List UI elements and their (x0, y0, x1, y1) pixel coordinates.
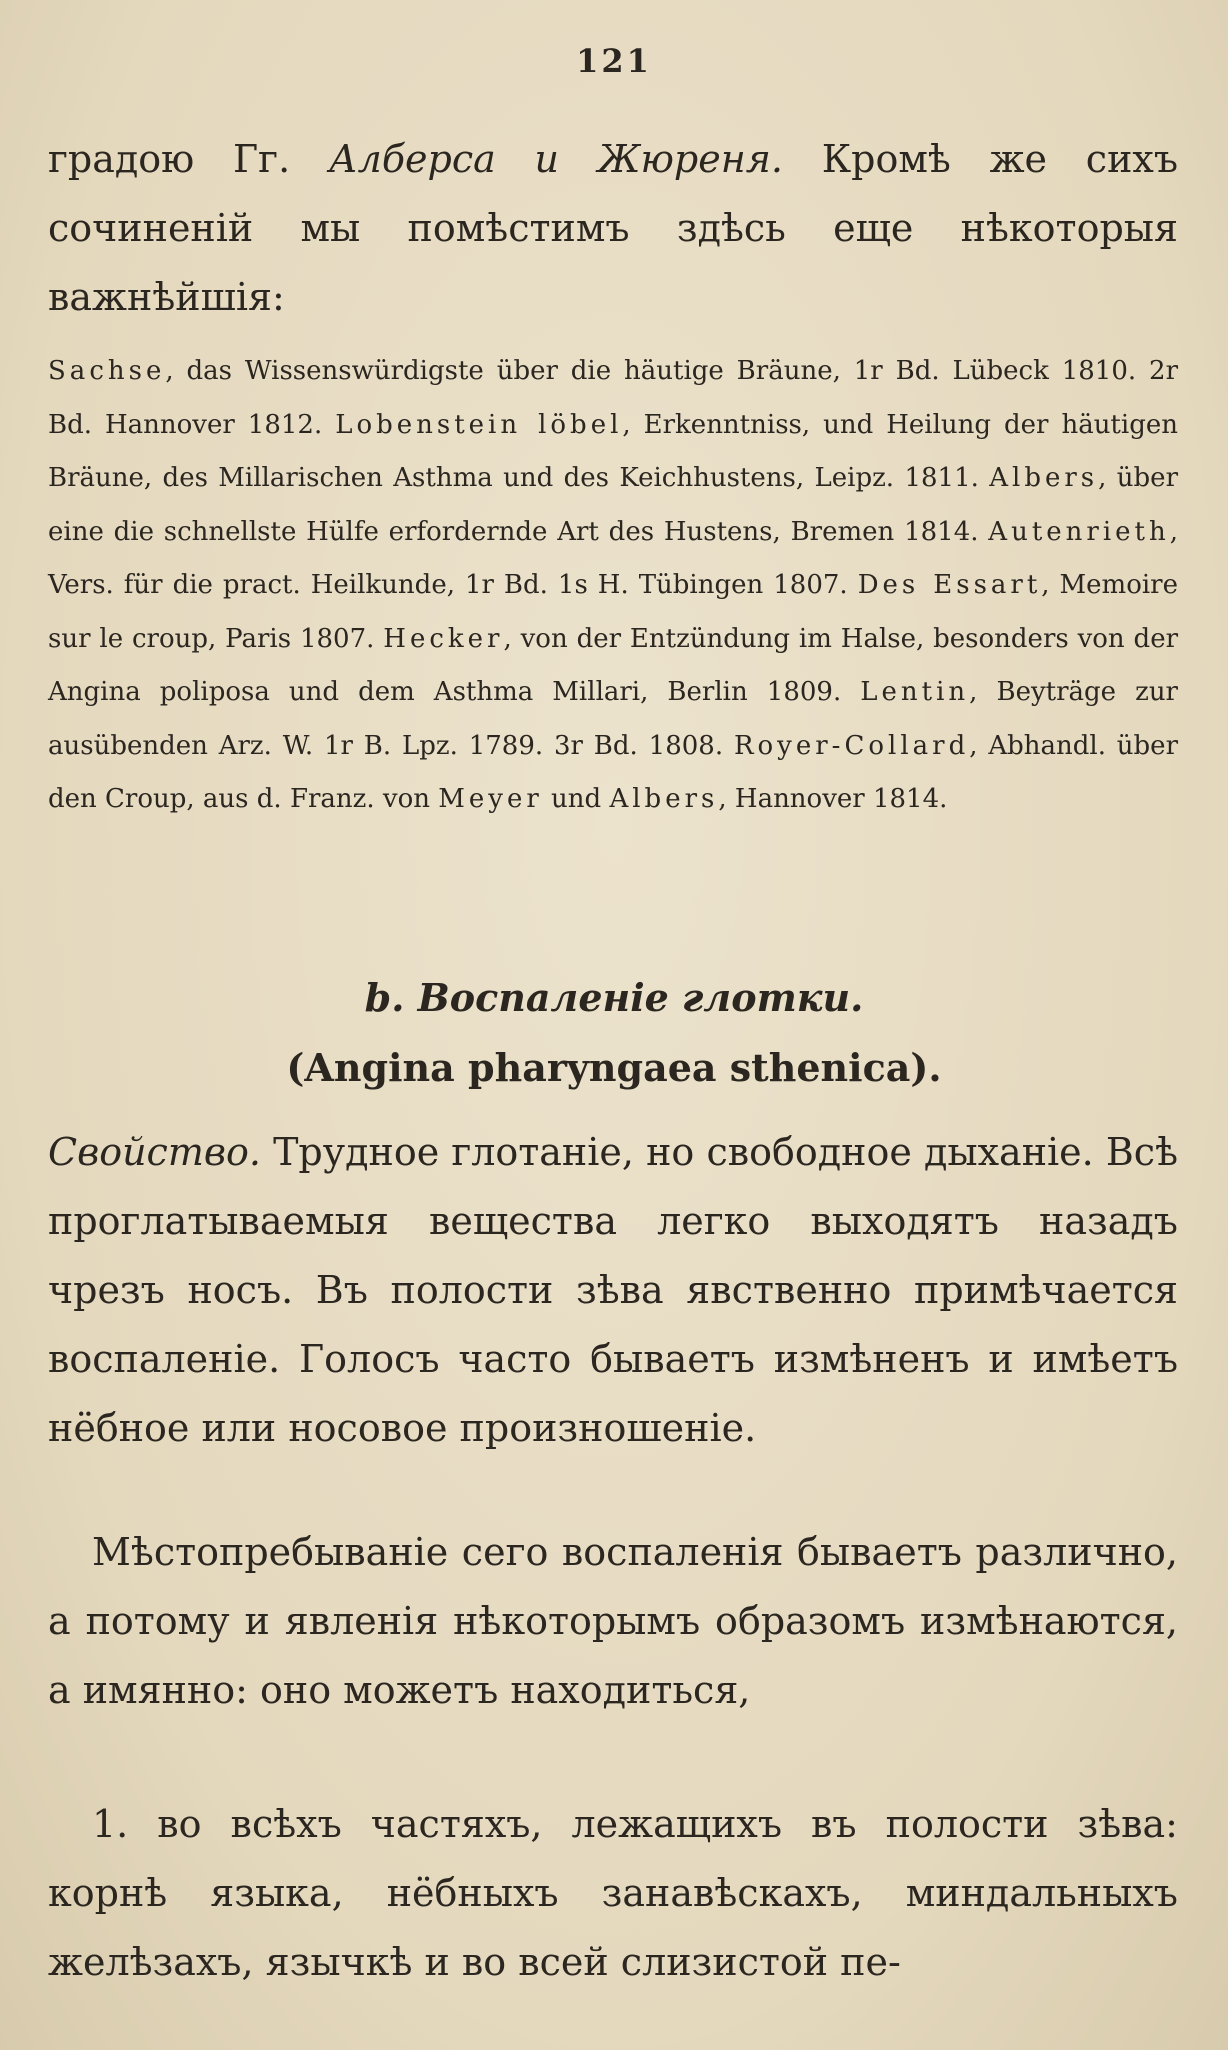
definition-text: Трудное глотаніе, но свободное дыханіе. Всѣ проглатываемыя вещества легко выходятъ назадъ чрезъ носъ. Въ полости зѣва явственно примѣчается воспаленіе. Голосъ часто бываетъ измѣненъ и имѣетъ нёбное или носовое произношеніе. (48, 1130, 1178, 1450)
ref-author: Albers (989, 463, 1099, 493)
item-1-paragraph: 1. во всѣхъ частяхъ, лежащихъ въ полости зѣва: корнѣ языка, нёбныхъ занавѣскахъ, миндальныхъ желѣзахъ, язычкѣ и во всей слизистой пе- (48, 1802, 1178, 1984)
ref-text: , Memoire sur le croup, Paris 1807. (48, 570, 1178, 654)
ref-text: , das Wissenswürdigste über die häutige Bräune, 1r Bd. Lübeck 1810. 2r Bd. Hannover 1812. (48, 356, 1178, 440)
intro-paragraph (48, 125, 1178, 332)
ref-text: , von der Entzündung im Halse, besonders von der Angina poliposa und dem Asthma Millari, Berlin 1809. (48, 623, 1179, 707)
ref-text: , über eine die schnellste Hülfe erfordernde Art des Hustens, Bremen 1814. (48, 463, 1178, 547)
definition-label: Свойство. (48, 1130, 261, 1174)
location-paragraph: Мѣстопребываніе сего воспаленія бываетъ различно, а потому и явленія нѣкоторымъ образомъ измѣнаются, а имянно: оно можетъ находиться, (48, 1530, 1178, 1712)
ref-author: Albers (609, 784, 719, 814)
ref-author: Des Essart (857, 570, 1042, 600)
ref-author: Hecker (383, 623, 504, 654)
page-number: 121 (576, 42, 652, 80)
section-subheading: (Angina pharyngaea sthenica). (286, 1045, 942, 1090)
ref-author: Sachse (48, 356, 166, 386)
section-heading: b. Воспаленіе глотки. (364, 975, 864, 1020)
ref-text: , Abhandl. über den Croup, aus d. Franz. von (48, 730, 1178, 814)
ref-author: Lobenstein löbel (335, 409, 623, 440)
intro-rest: Кромѣ же сихъ сочиненій мы помѣстимъ здѣсь еще нѣкоторыя важнѣйшія: (48, 137, 1179, 319)
ref-text: , Beyträge zur ausübenden Arz. W. 1r B. Lpz. 1789. 3r Bd. 1808. (48, 677, 1178, 761)
intro-prefix: градою Гг. (48, 137, 329, 181)
ref-text: , Hannover 1814. (718, 784, 948, 814)
intro-names: Алберса и Жюреня. (328, 137, 784, 181)
definition-paragraph (48, 1118, 1178, 1463)
references-block (48, 345, 1178, 827)
ref-text: , Erkenntniss, und Heilung der häutigen Bräune, des Millarischen Asthma und des Keichhustens, Leipz. 1811. (48, 409, 1178, 493)
ref-author: Autenrieth (988, 516, 1170, 547)
ref-author: Meyer (438, 784, 543, 814)
ref-author: Lentin (860, 677, 970, 707)
ref-text: und (542, 784, 610, 814)
ref-author: Royer-Collard (733, 730, 970, 761)
ref-text: , Vers. für die pract. Heilkunde, 1r Bd. 1s H. Tübingen 1807. (48, 516, 1178, 600)
